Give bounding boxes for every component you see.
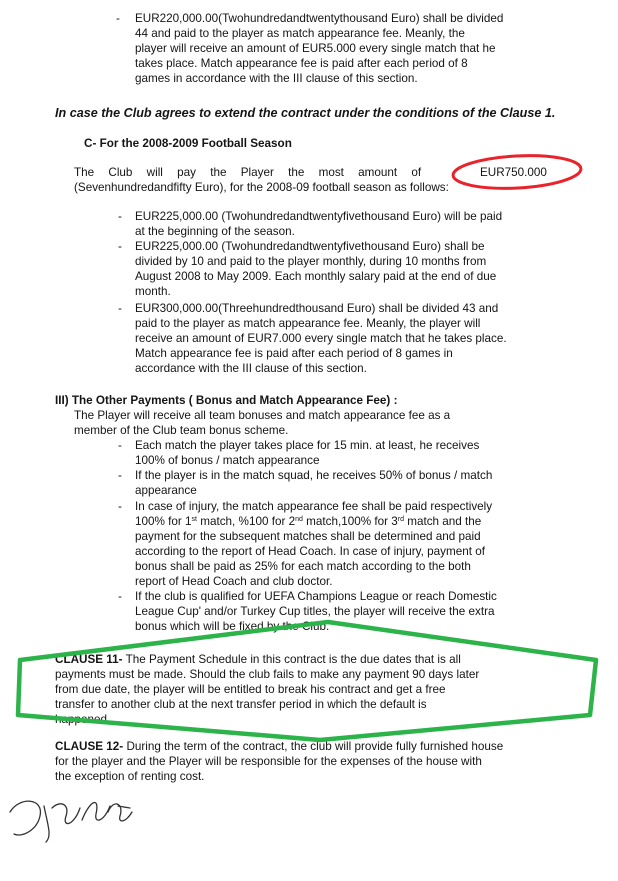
text-line: EUR300,000.00(Threehundredthousand Euro) shall be divided 43 and	[135, 302, 499, 315]
text-line: Each match the player takes place for 15 min. at least, he receives	[135, 439, 480, 452]
text-line: League Cup' and/or Turkey Cup titles, the player will receive the extra	[135, 605, 495, 618]
text-line: member of the Club team bonus scheme.	[74, 424, 289, 437]
text-line: EUR220,000.00(Twohundredandtwentythousand Euro) shall be divided	[135, 12, 504, 25]
text-line: divided by 10 and paid to the player monthly, during 10 months from	[135, 255, 487, 268]
text-line: player will receive an amount of EUR5.000 every single match that he	[135, 42, 496, 55]
text-line: bonus shall be paid as 25% for each match according to the both	[135, 560, 471, 573]
text-line: takes place. Match appearance fee is paid after each period of 8	[135, 57, 468, 70]
other-payments-heading: III) The Other Payments ( Bonus and Match Appearance Fee) :	[55, 394, 398, 407]
text-line: paid to the player as match appearance fee. Meanly, the player will	[135, 317, 481, 330]
text-line: at the beginning of the season.	[135, 225, 295, 238]
clause-11-label: CLAUSE 11-	[55, 653, 123, 666]
bullet-dash: -	[118, 439, 122, 452]
text-line: month.	[135, 285, 171, 298]
text-line: report of Head Coach and club doctor.	[135, 575, 333, 588]
text-line: 44 and paid to the player as match appearance fee. Meanly, the	[135, 27, 465, 40]
bullet-dash: -	[118, 590, 122, 603]
text-line: In case of injury, the match appearance fee shall be paid respectively	[135, 500, 493, 513]
text-line: If the player is in the match squad, he receives 50% of bonus / match	[135, 469, 493, 482]
text-line: happened.	[55, 713, 111, 726]
text-line: according to the report of Head Coach. In case of injury, payment of	[135, 545, 485, 558]
text-line: EUR225,000.00 (Twohundredandtwentyfivethousand Euro) will be paid	[135, 210, 503, 223]
text-line: The Player will receive all team bonuses and match appearance fee as a	[74, 409, 451, 422]
bullet-dash: -	[118, 210, 122, 223]
season-heading: C- For the 2008-2009 Football Season	[84, 137, 292, 150]
text-line: payment for the subsequent matches shall be determined and paid	[135, 530, 481, 543]
text-line: payments must be made. Should the club fails to make any payment 90 days later	[55, 668, 480, 681]
text-line: August 2008 to May 2009. Each monthly salary paid at the end of due	[135, 270, 497, 283]
text-line: for the player and the Player will be responsible for the expenses of the house with	[55, 755, 482, 768]
text-line: games in accordance with the III clause of this section.	[135, 72, 418, 85]
extension-heading: In case the Club agrees to extend the contract under the conditions of the Clause 1.	[55, 106, 556, 120]
text-line: bonus which will be fixed by the Club.	[135, 620, 330, 633]
text-line: Match appearance fee is paid after each period of 8 games in	[135, 347, 453, 360]
pay-intro-line: (Sevenhundredandfifty Euro), for the 2008-09 football season as follows:	[74, 181, 449, 194]
clause-12-line: CLAUSE 12- During the term of the contract, the club will provide fully furnished house	[55, 740, 504, 753]
text-line: the exception of renting cost.	[55, 770, 205, 783]
text-line: If the club is qualified for UEFA Champions League or reach Domestic	[135, 590, 497, 603]
bullet-dash: -	[118, 240, 122, 253]
clause-11-line: CLAUSE 11- The Payment Schedule in this contract is the due dates that is all	[55, 653, 461, 666]
text-line: EUR225,000.00 (Twohundredandtwentyfivethousand Euro) shall be	[135, 240, 485, 253]
bullet-dash: -	[116, 12, 120, 25]
bullet-dash: -	[118, 500, 122, 513]
text-line: receive an amount of EUR7.000 every single match that he takes place.	[135, 332, 507, 345]
pay-intro-line: The Club will pay the Player the most amount of	[74, 166, 422, 179]
pay-amount: EUR750.000	[480, 166, 547, 179]
text-line: accordance with the III clause of this section.	[135, 362, 367, 375]
signature-image	[10, 801, 132, 842]
injury-percent-line: 100% for 1st match, %100 for 2nd match,100% for 3rd match and the	[135, 515, 482, 528]
bullet-dash: -	[118, 469, 122, 482]
text-line: transfer to another club at the next transfer period in which the default is	[55, 698, 427, 711]
text-line: appearance	[135, 484, 197, 497]
bullet-dash: -	[118, 302, 122, 315]
text-line: from due date, the player will be entitled to break his contract and get a free	[55, 683, 446, 696]
text-line: 100% of bonus / match appearance	[135, 454, 320, 467]
clause-12-label: CLAUSE 12-	[55, 740, 124, 753]
